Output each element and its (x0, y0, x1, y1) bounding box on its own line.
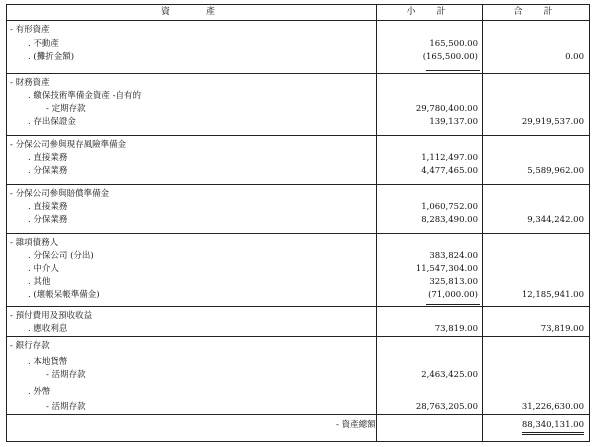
subtotal-value: 73,819.00 (434, 324, 478, 334)
section-heading: - 銀行存款 (10, 341, 50, 351)
line-item-label: . 應收利息 (28, 324, 68, 334)
subtotal-value: 383,824.00 (429, 251, 478, 261)
line-item-label: . 本地貨幣 (28, 357, 68, 367)
subtotal-value: 325,813.00 (429, 277, 478, 287)
section-heading: - 分保公司參與現存風險準備金 (10, 140, 127, 150)
line-item-label: . 存出保證金 (28, 117, 76, 127)
section-heading: - 分保公司參與賠償準備金 (10, 189, 110, 199)
balance-sheet-assets (6, 4, 590, 442)
section-heading: - 預付費用及預收收益 (10, 311, 93, 321)
subtotal-value: 1,060,752.00 (421, 202, 478, 212)
line-item-label: . 其他 (28, 277, 51, 287)
line-item-label: . 直接業務 (28, 202, 68, 212)
total-value: 73,819.00 (540, 324, 584, 334)
subtotal-value: 4,477,465.00 (421, 166, 478, 176)
subtotal-value: 139,137.00 (429, 117, 478, 127)
subtotal-value: 8,283,490.00 (421, 215, 478, 225)
group-rule (6, 306, 590, 307)
header-asset: 資 產 (160, 7, 221, 17)
line-item-label: . 分保公司 (分出) (28, 251, 94, 261)
line-item-label: - 活期存款 (46, 370, 86, 380)
line-item-label: . 繳保技術準備金資產 -自有的 (28, 91, 141, 101)
line-item-label: - 定期存款 (46, 104, 86, 114)
header-rule (6, 20, 590, 21)
footer-rule (6, 414, 590, 415)
group-rule (6, 336, 590, 337)
section-heading: - 有形資產 (10, 25, 50, 35)
grand-total-value: 88,340,131.00 (521, 420, 584, 430)
line-item-label: . 中介人 (28, 264, 59, 274)
header-total: 合 計 (513, 7, 559, 17)
subtotal-value: 29,780,400.00 (415, 104, 478, 114)
line-item-label: . (壞帳呆帳準備金) (28, 290, 100, 300)
subtotal-value: 1,112,497.00 (421, 153, 478, 163)
subtotal-value: 165,500.00 (429, 39, 478, 49)
grand-total-underline (522, 432, 584, 433)
section-heading: - 財務資產 (10, 78, 50, 88)
group-rule (6, 73, 590, 74)
subtotal-value: (165,500.00) (422, 52, 478, 62)
group-rule (6, 184, 590, 185)
total-value: 31,226,630.00 (521, 402, 584, 412)
subtotal-value: 11,547,304.00 (415, 264, 478, 274)
line-item-label: . 外幣 (28, 387, 51, 397)
total-value: 0.00 (565, 52, 584, 62)
grand-total-label: - 資產總額 (336, 420, 376, 430)
subtotal-value: (71,000.00) (428, 290, 478, 300)
group-rule (6, 233, 590, 234)
line-item-label: - 活期存款 (46, 402, 86, 412)
subtotal-underline (426, 304, 480, 305)
line-item-label: . 分保業務 (28, 215, 68, 225)
subtotal-underline (426, 70, 480, 71)
header-subtotal: 小 計 (406, 7, 452, 17)
line-item-label: . 分保業務 (28, 166, 68, 176)
line-item-label: . 不動產 (28, 39, 59, 49)
total-value: 5,589,962.00 (527, 166, 584, 176)
total-value: 9,344,242.00 (527, 215, 584, 225)
total-value: 12,185,941.00 (521, 290, 584, 300)
subtotal-value: 28,763,205.00 (415, 402, 478, 412)
total-value: 29,919,537.00 (521, 117, 584, 127)
group-rule (6, 135, 590, 136)
grand-total-underline-double (522, 434, 584, 435)
line-item-label: . 直接業務 (28, 153, 68, 163)
subtotal-value: 2,463,425.00 (421, 370, 478, 380)
section-heading: - 雜項債務人 (10, 238, 59, 248)
line-item-label: . (攤折金額) (28, 52, 75, 62)
